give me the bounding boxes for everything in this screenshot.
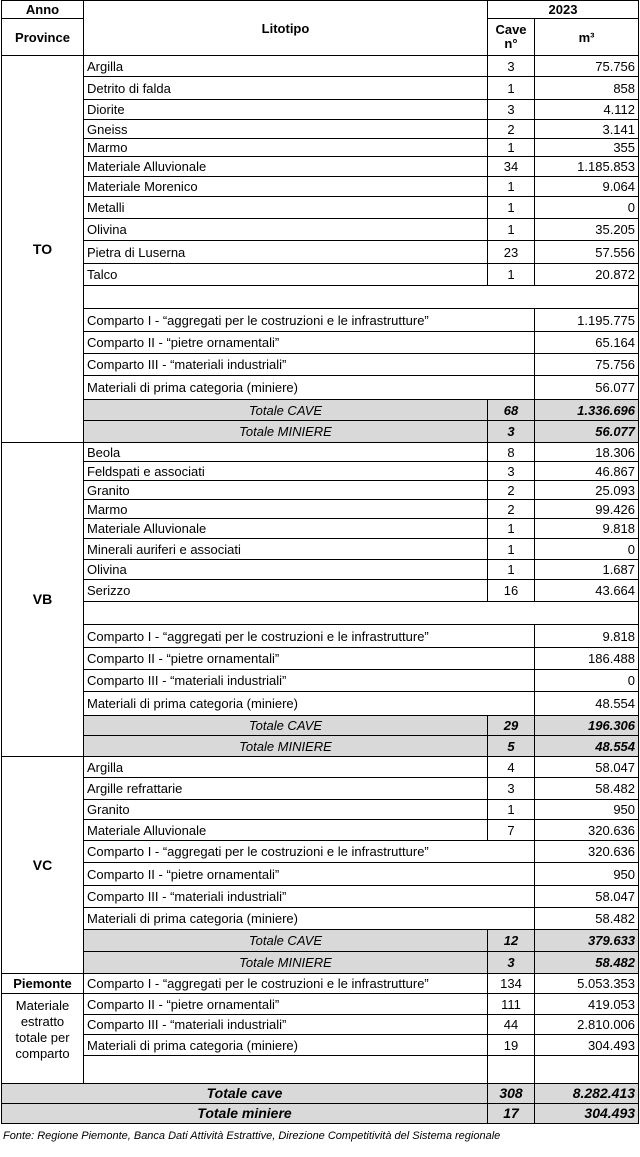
totale-miniere-row <box>2 952 639 974</box>
litotipo-row <box>2 56 639 77</box>
piemonte-comparto-label: Comparto II - “pietre ornamentali” <box>84 994 488 1015</box>
totale-miniere-volume: 48.554 <box>535 736 639 757</box>
comparto-label: Comparto II - “pietre ornamentali” <box>84 648 535 670</box>
comparto-row <box>2 692 639 716</box>
section-vc <box>2 757 639 974</box>
section-piemonte <box>2 974 639 1124</box>
totale-cave-row <box>2 930 639 952</box>
piemonte-totale-cave-row <box>2 1084 639 1104</box>
cave-count: 2 <box>488 500 535 519</box>
comparto-volume: 58.482 <box>535 908 639 930</box>
totale-miniere-row <box>2 736 639 757</box>
volume-m3: 58.047 <box>535 757 639 778</box>
comparto-row <box>2 670 639 692</box>
cave-count: 3 <box>488 778 535 800</box>
piemonte-totale-cave-volume: 8.282.413 <box>535 1084 639 1104</box>
piemonte-comparto-volume: 2.810.006 <box>535 1015 639 1035</box>
cave-count: 7 <box>488 820 535 841</box>
volume-m3: 75.756 <box>535 56 639 77</box>
totale-miniere-count: 5 <box>488 736 535 757</box>
volume-m3: 320.636 <box>535 820 639 841</box>
litotipo-name: Argille refrattarie <box>84 778 488 800</box>
province-name-vc: VC <box>2 757 84 974</box>
totale-cave-label: Totale CAVE <box>84 716 488 736</box>
province-name-to: TO <box>2 56 84 443</box>
volume-m3: 950 <box>535 800 639 820</box>
cave-count: 3 <box>488 100 535 120</box>
piemonte-label: Piemonte <box>2 974 84 994</box>
comparto-volume: 320.636 <box>535 841 639 863</box>
totale-cave-label: Totale CAVE <box>84 400 488 421</box>
piemonte-comparto-count: 111 <box>488 994 535 1015</box>
volume-m3: 18.306 <box>535 443 639 462</box>
comparto-volume: 950 <box>535 863 639 886</box>
cave-count: 2 <box>488 120 535 139</box>
comparto-volume: 1.195.775 <box>535 309 639 332</box>
piemonte-totale-cave-count: 308 <box>488 1084 535 1104</box>
cave-count: 2 <box>488 481 535 500</box>
comparto-volume: 186.488 <box>535 648 639 670</box>
litotipo-row <box>2 500 639 519</box>
comparto-label: Materiali di prima categoria (miniere) <box>84 692 535 716</box>
cave-count: 1 <box>488 197 535 219</box>
volume-m3: 1.185.853 <box>535 157 639 177</box>
cave-count: 1 <box>488 519 535 539</box>
cave-count: 3 <box>488 462 535 481</box>
comparto-volume: 58.047 <box>535 886 639 908</box>
cave-count: 1 <box>488 800 535 820</box>
spacer-row <box>2 286 639 309</box>
volume-m3: 46.867 <box>535 462 639 481</box>
cave-count: 1 <box>488 139 535 157</box>
litotipo-name: Marmo <box>84 500 488 519</box>
cave-count: 3 <box>488 56 535 77</box>
totale-cave-count: 12 <box>488 930 535 952</box>
litotipo-name: Argilla <box>84 757 488 778</box>
comparto-volume: 56.077 <box>535 376 639 400</box>
piemonte-comparto-volume: 5.053.353 <box>535 974 639 994</box>
cave-header: Cave n° <box>488 19 535 56</box>
cave-count: 34 <box>488 157 535 177</box>
litotipo-row <box>2 241 639 264</box>
volume-m3: 0 <box>535 197 639 219</box>
comparto-row <box>2 332 639 354</box>
cave-count: 1 <box>488 560 535 580</box>
totale-cave-volume: 379.633 <box>535 930 639 952</box>
litotipo-row <box>2 757 639 778</box>
spacer-row <box>2 602 639 625</box>
litotipo-name: Granito <box>84 481 488 500</box>
comparto-label: Comparto II - “pietre ornamentali” <box>84 332 535 354</box>
piemonte-comparto-row <box>2 994 639 1015</box>
quarry-table <box>1 0 639 1124</box>
comparto-row <box>2 863 639 886</box>
piemonte-totale-miniere-row <box>2 1104 639 1124</box>
litotipo-row <box>2 778 639 800</box>
totale-miniere-label: Totale MINIERE <box>84 736 488 757</box>
filler-cell <box>84 1056 488 1084</box>
litotipo-row <box>2 157 639 177</box>
litotipo-name: Pietra di Luserna <box>84 241 488 264</box>
piemonte-comparto-count: 19 <box>488 1035 535 1056</box>
volume-m3: 43.664 <box>535 580 639 602</box>
comparto-row <box>2 648 639 670</box>
comparto-label: Comparto I - “aggregati per le costruzioni e le infrastrutture” <box>84 625 535 648</box>
comparto-volume: 48.554 <box>535 692 639 716</box>
comparto-label: Comparto III - “materiali industriali” <box>84 670 535 692</box>
litotipo-row <box>2 100 639 120</box>
comparto-row <box>2 625 639 648</box>
totale-cave-label: Totale CAVE <box>84 930 488 952</box>
anno-label: Anno <box>2 1 84 19</box>
comparto-volume: 9.818 <box>535 625 639 648</box>
litotipo-name: Olivina <box>84 219 488 241</box>
totale-miniere-row <box>2 421 639 443</box>
totale-miniere-count: 3 <box>488 421 535 443</box>
piemonte-comparto-row <box>2 974 639 994</box>
source-footnote: Fonte: Regione Piemonte, Banca Dati Attività Estrattive, Direzione Competitività del Sistema regionale <box>3 1130 501 1142</box>
comparto-row <box>2 841 639 863</box>
cave-count: 1 <box>488 219 535 241</box>
comparto-row <box>2 354 639 376</box>
volume-m3: 3.141 <box>535 120 639 139</box>
litotipo-name: Metalli <box>84 197 488 219</box>
comparto-label: Comparto I - “aggregati per le costruzioni e le infrastrutture” <box>84 309 535 332</box>
litotipo-row <box>2 560 639 580</box>
totale-cave-count: 29 <box>488 716 535 736</box>
litotipo-row <box>2 197 639 219</box>
totale-cave-volume: 196.306 <box>535 716 639 736</box>
litotipo-name: Materiale Alluvionale <box>84 519 488 539</box>
comparto-volume: 0 <box>535 670 639 692</box>
litotipo-header: Litotipo <box>84 1 488 56</box>
totale-miniere-label: Totale MINIERE <box>84 421 488 443</box>
comparto-label: Materiali di prima categoria (miniere) <box>84 376 535 400</box>
volume-m3: 58.482 <box>535 778 639 800</box>
filler-cell <box>535 1056 639 1084</box>
piemonte-comparto-volume: 304.493 <box>535 1035 639 1056</box>
litotipo-name: Talco <box>84 264 488 286</box>
piemonte-comparto-row <box>2 1015 639 1035</box>
litotipo-row <box>2 800 639 820</box>
comparto-label: Comparto III - “materiali industriali” <box>84 886 535 908</box>
comparto-label: Comparto II - “pietre ornamentali” <box>84 863 535 886</box>
comparto-label: Comparto III - “materiali industriali” <box>84 354 535 376</box>
volume-m3: 9.818 <box>535 519 639 539</box>
litotipo-row <box>2 481 639 500</box>
litotipo-row <box>2 77 639 100</box>
comparto-label: Comparto I - “aggregati per le costruzioni e le infrastrutture” <box>84 841 535 863</box>
year-header: 2023 <box>488 1 639 19</box>
litotipo-name: Materiale Alluvionale <box>84 157 488 177</box>
piemonte-comparto-count: 44 <box>488 1015 535 1035</box>
litotipo-name: Detrito di falda <box>84 77 488 100</box>
volume-m3: 4.112 <box>535 100 639 120</box>
totale-cave-row <box>2 716 639 736</box>
piemonte-comparto-label: Comparto III - “materiali industriali” <box>84 1015 488 1035</box>
litotipo-name: Granito <box>84 800 488 820</box>
piemonte-comparto-label: Materiali di prima categoria (miniere) <box>84 1035 488 1056</box>
litotipo-row <box>2 120 639 139</box>
comparto-volume: 65.164 <box>535 332 639 354</box>
piemonte-totale-miniere-count: 17 <box>488 1104 535 1124</box>
litotipo-row <box>2 820 639 841</box>
province-name-vb: VB <box>2 443 84 757</box>
totale-miniere-label: Totale MINIERE <box>84 952 488 974</box>
litotipo-name: Marmo <box>84 139 488 157</box>
piemonte-comparto-row <box>2 1035 639 1056</box>
province-label: Province <box>2 19 84 56</box>
litotipo-name: Diorite <box>84 100 488 120</box>
totale-cave-count: 68 <box>488 400 535 421</box>
litotipo-name: Feldspati e associati <box>84 462 488 481</box>
cave-count: 1 <box>488 539 535 560</box>
comparto-row <box>2 376 639 400</box>
litotipo-name: Gneiss <box>84 120 488 139</box>
comparto-volume: 75.756 <box>535 354 639 376</box>
litotipo-row <box>2 264 639 286</box>
comparto-label: Materiali di prima categoria (miniere) <box>84 908 535 930</box>
volume-m3: 9.064 <box>535 177 639 197</box>
litotipo-name: Materiale Morenico <box>84 177 488 197</box>
section-to <box>2 56 639 443</box>
spacer-cell <box>84 286 639 309</box>
m3-header: m³ <box>535 19 639 56</box>
volume-m3: 25.093 <box>535 481 639 500</box>
piemonte-filler-row <box>2 1056 639 1084</box>
cave-count: 23 <box>488 241 535 264</box>
cave-count: 1 <box>488 77 535 100</box>
cave-count: 4 <box>488 757 535 778</box>
volume-m3: 355 <box>535 139 639 157</box>
comparto-row <box>2 886 639 908</box>
piemonte-comparto-label: Comparto I - “aggregati per le costruzioni e le infrastrutture” <box>84 974 488 994</box>
piemonte-totale-miniere-label: Totale miniere <box>2 1104 488 1124</box>
piemonte-comparto-volume: 419.053 <box>535 994 639 1015</box>
litotipo-name: Minerali auriferi e associati <box>84 539 488 560</box>
litotipo-row <box>2 519 639 539</box>
cave-count: 1 <box>488 177 535 197</box>
volume-m3: 99.426 <box>535 500 639 519</box>
comparto-row <box>2 908 639 930</box>
piemonte-totale-cave-label: Totale cave <box>2 1084 488 1104</box>
section-vb <box>2 443 639 757</box>
volume-m3: 1.687 <box>535 560 639 580</box>
litotipo-row <box>2 139 639 157</box>
litotipo-row <box>2 580 639 602</box>
piemonte-comparto-count: 134 <box>488 974 535 994</box>
litotipo-row <box>2 219 639 241</box>
volume-m3: 20.872 <box>535 264 639 286</box>
spacer-cell <box>84 602 639 625</box>
litotipo-name: Materiale Alluvionale <box>84 820 488 841</box>
filler-cell <box>488 1056 535 1084</box>
comparto-row <box>2 309 639 332</box>
litotipo-row <box>2 443 639 462</box>
totale-miniere-count: 3 <box>488 952 535 974</box>
piemonte-sublabel: Materiale estratto totale per comparto <box>2 994 84 1084</box>
litotipo-name: Olivina <box>84 560 488 580</box>
volume-m3: 57.556 <box>535 241 639 264</box>
cave-count: 1 <box>488 264 535 286</box>
litotipo-name: Argilla <box>84 56 488 77</box>
litotipo-row <box>2 177 639 197</box>
litotipo-row <box>2 462 639 481</box>
cave-count: 8 <box>488 443 535 462</box>
litotipo-name: Serizzo <box>84 580 488 602</box>
litotipo-name: Beola <box>84 443 488 462</box>
volume-m3: 858 <box>535 77 639 100</box>
totale-cave-volume: 1.336.696 <box>535 400 639 421</box>
cave-count: 16 <box>488 580 535 602</box>
volume-m3: 35.205 <box>535 219 639 241</box>
piemonte-totale-miniere-volume: 304.493 <box>535 1104 639 1124</box>
litotipo-row <box>2 539 639 560</box>
totale-miniere-volume: 58.482 <box>535 952 639 974</box>
totale-miniere-volume: 56.077 <box>535 421 639 443</box>
totale-cave-row <box>2 400 639 421</box>
volume-m3: 0 <box>535 539 639 560</box>
